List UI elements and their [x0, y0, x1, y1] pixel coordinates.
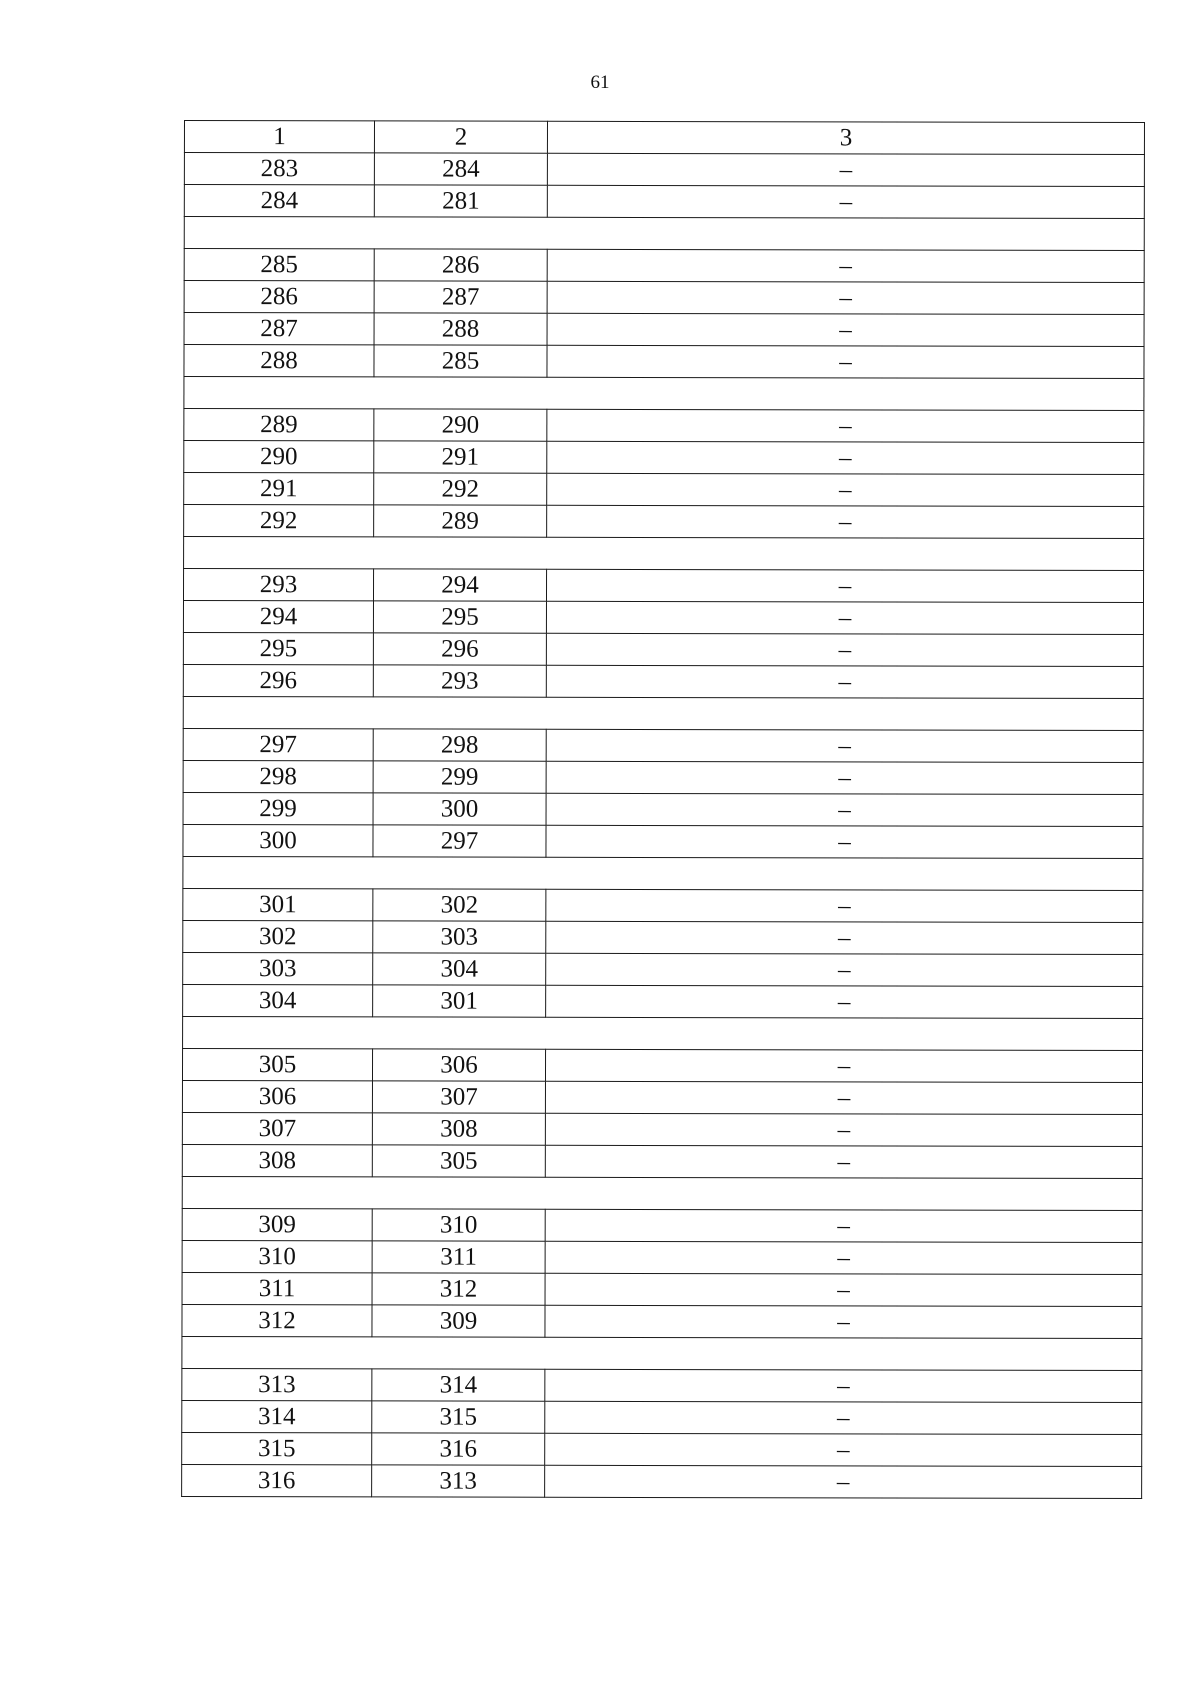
table-row — [182, 1048, 1142, 1082]
table-cell-col-1: 308 — [182, 1144, 372, 1176]
table-cell-col-2: 314 — [372, 1369, 545, 1401]
table-row — [184, 153, 1144, 187]
table-cell-col-2: 307 — [372, 1081, 545, 1113]
table-cell-col-1: 290 — [184, 441, 374, 473]
table-cell-col-1: 305 — [182, 1048, 372, 1080]
table-cell-col-3: – — [547, 281, 1144, 314]
table-cell-col-2: 298 — [373, 729, 546, 761]
group-separator-cell — [184, 217, 1144, 251]
group-separator-row — [184, 377, 1144, 411]
table-cell-col-2: 304 — [373, 953, 546, 985]
table-cell-col-1: 300 — [183, 824, 373, 856]
table-row — [184, 185, 1144, 219]
table-cell-col-2: 300 — [373, 793, 546, 825]
group-separator-cell — [183, 1016, 1143, 1050]
table-cell-col-1: 283 — [184, 153, 374, 185]
table-cell-col-3: – — [547, 505, 1144, 538]
table-cell-col-1: 303 — [183, 952, 373, 984]
table-row — [184, 249, 1144, 283]
table-cell-col-2: 286 — [374, 249, 547, 281]
table-cell-col-2: 294 — [373, 569, 546, 601]
data-table — [181, 120, 1145, 1499]
table-cell-col-1: 298 — [183, 760, 373, 792]
group-separator-row — [182, 1176, 1142, 1210]
table-cell-col-3: – — [546, 793, 1143, 826]
table-cell-col-2: 309 — [372, 1305, 545, 1337]
table-cell-col-2: 284 — [374, 153, 547, 185]
table-cell-col-3: – — [545, 1369, 1142, 1402]
table-cell-col-3: – — [546, 729, 1143, 762]
table-cell-col-1: 294 — [183, 601, 373, 633]
table-cell-col-3: – — [545, 1209, 1142, 1242]
table-cell-col-1: 311 — [182, 1272, 372, 1304]
table-cell-col-1: 316 — [182, 1464, 372, 1496]
table-cell-col-1: 314 — [182, 1400, 372, 1432]
table-row — [183, 888, 1143, 922]
table-cell-col-2: 292 — [374, 473, 547, 505]
table-row — [182, 1144, 1142, 1178]
table-row — [183, 601, 1143, 635]
table-cell-col-2: 315 — [372, 1401, 545, 1433]
table-cell-col-3: – — [545, 1465, 1142, 1498]
table-row — [182, 1304, 1142, 1338]
table-cell-col-3: – — [545, 1049, 1142, 1082]
table-cell-col-3: – — [545, 1081, 1142, 1114]
table-row — [183, 760, 1143, 794]
table-cell-col-1: 310 — [182, 1240, 372, 1272]
table-cell-col-1: 307 — [182, 1112, 372, 1144]
table-row — [182, 1208, 1142, 1242]
page-number: 61 — [590, 72, 610, 93]
table-cell-col-3: – — [547, 409, 1144, 442]
table-cell-col-2: 287 — [374, 281, 547, 313]
table-row — [184, 345, 1144, 379]
table-cell-col-3: – — [546, 761, 1143, 794]
table-cell-col-2: 289 — [374, 505, 547, 537]
table-cell-col-1: 288 — [184, 345, 374, 377]
table-row — [184, 505, 1144, 539]
table-row — [184, 409, 1144, 443]
group-separator-row — [183, 696, 1143, 730]
table-cell-col-3: – — [545, 1401, 1142, 1434]
table-cell-col-3: – — [546, 665, 1143, 698]
group-separator-row — [184, 217, 1144, 251]
table-cell-col-2: 305 — [372, 1145, 545, 1177]
table-cell-col-3: – — [545, 1241, 1142, 1274]
table-cell-col-2: 299 — [373, 761, 546, 793]
table-cell-col-2: 311 — [372, 1241, 545, 1273]
table-cell-col-1: 299 — [183, 792, 373, 824]
table-cell-col-2: 310 — [372, 1209, 545, 1241]
table-row — [182, 1432, 1142, 1466]
table-cell-col-1: 287 — [184, 313, 374, 345]
table-row — [183, 728, 1143, 762]
table-cell-col-2: 313 — [372, 1465, 545, 1497]
table-cell-col-1: 289 — [184, 409, 374, 441]
table-cell-col-2: 293 — [373, 665, 546, 697]
table-cell-col-3: – — [545, 1305, 1142, 1338]
table-cell-col-1: 312 — [182, 1304, 372, 1336]
table-cell-col-3: – — [547, 313, 1144, 346]
table-cell-col-1: 301 — [183, 888, 373, 920]
table-row — [183, 952, 1143, 986]
table-cell-col-2: 308 — [372, 1113, 545, 1145]
table-row — [183, 920, 1143, 954]
table-cell-col-2: 303 — [373, 921, 546, 953]
table-row — [182, 1464, 1142, 1498]
table-row — [184, 281, 1144, 315]
table-cell-col-1: 313 — [182, 1368, 372, 1400]
group-separator-row — [182, 1336, 1142, 1370]
table-cell-col-2: 291 — [374, 441, 547, 473]
table-row — [183, 824, 1143, 858]
table-cell-col-1: 302 — [183, 920, 373, 952]
table-cell-col-2: 295 — [373, 601, 546, 633]
column-header-2: 2 — [374, 121, 547, 153]
table-cell-col-3: – — [547, 153, 1144, 186]
table-cell-col-1: 285 — [184, 249, 374, 281]
group-separator-cell — [183, 696, 1143, 730]
table-body — [182, 121, 1145, 1499]
table-row — [184, 441, 1144, 475]
table-cell-col-1: 286 — [184, 281, 374, 313]
table-cell-col-3: – — [546, 569, 1143, 602]
group-separator-row — [184, 537, 1144, 571]
table-cell-col-1: 295 — [183, 632, 373, 664]
table-row — [182, 1272, 1142, 1306]
table-row — [183, 792, 1143, 826]
table-cell-col-1: 304 — [183, 984, 373, 1016]
table-cell-col-2: 290 — [374, 409, 547, 441]
table-cell-col-3: – — [547, 345, 1144, 378]
group-separator-cell — [184, 377, 1144, 411]
table-row — [184, 313, 1144, 347]
table-row — [183, 632, 1143, 666]
group-separator-cell — [183, 856, 1143, 890]
group-separator-row — [183, 856, 1143, 890]
table-cell-col-1: 297 — [183, 728, 373, 760]
table-cell-col-1: 284 — [184, 185, 374, 217]
table-row — [182, 1368, 1142, 1402]
table-cell-col-1: 315 — [182, 1432, 372, 1464]
group-separator-row — [183, 1016, 1143, 1050]
table-cell-col-3: – — [546, 633, 1143, 666]
table-cell-col-2: 296 — [373, 633, 546, 665]
group-separator-cell — [182, 1336, 1142, 1370]
table-cell-col-3: – — [547, 249, 1144, 282]
table-row — [182, 1080, 1142, 1114]
table-row — [183, 664, 1143, 698]
table-cell-col-1: 306 — [182, 1080, 372, 1112]
table-cell-col-3: – — [547, 185, 1144, 218]
table-cell-col-3: – — [545, 1273, 1142, 1306]
table-cell-col-1: 293 — [183, 569, 373, 601]
table-row — [184, 473, 1144, 507]
table-cell-col-3: – — [546, 601, 1143, 634]
table-cell-col-3: – — [546, 985, 1143, 1018]
table-cell-col-3: – — [545, 1113, 1142, 1146]
column-header-3: 3 — [547, 121, 1144, 154]
table-row — [183, 569, 1143, 603]
table-cell-col-1: 296 — [183, 664, 373, 696]
table-cell-col-2: 316 — [372, 1433, 545, 1465]
table-cell-col-3: – — [546, 953, 1143, 986]
table-cell-col-1: 292 — [184, 505, 374, 537]
table-cell-col-2: 285 — [374, 345, 547, 377]
table-row — [183, 984, 1143, 1018]
table-cell-col-3: – — [547, 473, 1144, 506]
table-cell-col-3: – — [546, 921, 1143, 954]
table-row — [182, 1400, 1142, 1434]
table-cell-col-2: 297 — [373, 825, 546, 857]
table-row — [182, 1112, 1142, 1146]
table-cell-col-3: – — [546, 825, 1143, 858]
table-cell-col-2: 306 — [372, 1049, 545, 1081]
table-cell-col-3: – — [545, 1145, 1142, 1178]
table-cell-col-2: 281 — [374, 185, 547, 217]
table-cell-col-2: 312 — [372, 1273, 545, 1305]
table-cell-col-2: 288 — [374, 313, 547, 345]
table-cell-col-3: – — [545, 1433, 1142, 1466]
table-cell-col-2: 301 — [373, 985, 546, 1017]
table-cell-col-1: 291 — [184, 473, 374, 505]
table-cell-col-3: – — [546, 889, 1143, 922]
column-header-1: 1 — [184, 121, 374, 153]
group-separator-cell — [184, 537, 1144, 571]
table-cell-col-2: 302 — [373, 889, 546, 921]
table-row — [182, 1240, 1142, 1274]
table-cell-col-1: 309 — [182, 1208, 372, 1240]
group-separator-cell — [182, 1176, 1142, 1210]
table-header-row — [184, 121, 1144, 155]
table-cell-col-3: – — [547, 441, 1144, 474]
